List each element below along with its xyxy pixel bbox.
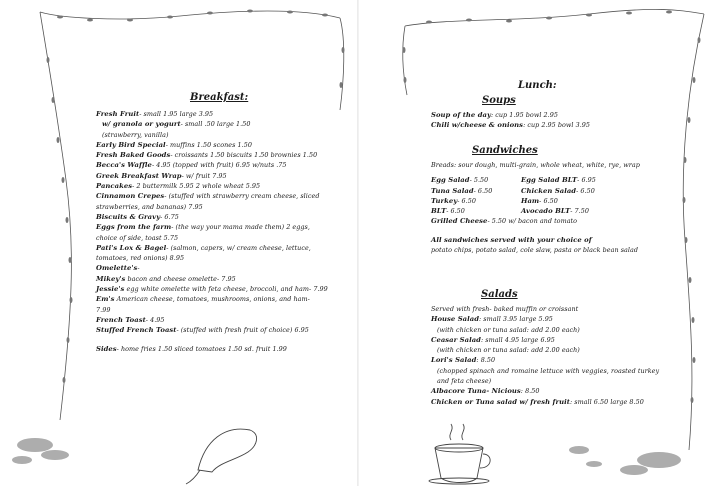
breakfast-item bbox=[96, 263, 346, 273]
breakfast-item-detail: - w/ fruit 7.95 bbox=[181, 171, 227, 180]
sandwich-item-price: - 6.50 bbox=[539, 196, 558, 205]
breakfast-item-detail: 7.99 bbox=[96, 305, 111, 314]
breakfast-item bbox=[96, 336, 346, 344]
salad-item-name: Chicken or Tuna salad w/ fresh fruit bbox=[431, 397, 570, 406]
breakfast-item-name: Eggs from the farm bbox=[96, 223, 172, 232]
breakfast-item bbox=[96, 130, 346, 140]
breakfast-item bbox=[96, 171, 346, 181]
sandwich-item-price: - 7.50 bbox=[570, 207, 589, 216]
breakfast-item-detail: - muffins 1.50 scones 1.50 bbox=[165, 140, 252, 149]
salad-item-detail: : small 3.95 large 5.95 bbox=[479, 315, 553, 324]
salad-item-name: House Salad bbox=[431, 315, 480, 324]
breakfast-item-name: Fresh Fruit bbox=[96, 110, 140, 118]
sandwich-item-name: BLT bbox=[431, 207, 447, 216]
sandwich-item bbox=[521, 206, 641, 216]
salad-item-detail: (with chicken or tuna salad: add 2.00 each) bbox=[437, 325, 580, 334]
lunch-title: Lunch: bbox=[518, 80, 557, 91]
sandwich-item-price: - 6.50 bbox=[457, 196, 476, 205]
breakfast-item bbox=[96, 243, 346, 253]
salad-item bbox=[431, 386, 709, 396]
salad-item-detail: : small 6.50 large 8.50 bbox=[569, 397, 644, 406]
breakfast-item-name: Biscuits & Gravy bbox=[96, 212, 161, 221]
sandwich-item-name: Ham bbox=[521, 196, 540, 205]
soup-item bbox=[431, 120, 701, 130]
sandwich-note-1: All sandwiches served with your choice of bbox=[431, 235, 592, 244]
breakfast-item-detail: tomatoes, red onions) 8.95 bbox=[96, 254, 185, 263]
salad-item bbox=[431, 314, 709, 324]
breakfast-item bbox=[96, 119, 346, 129]
sandwich-item-price: - 5.50 bbox=[469, 176, 489, 185]
salad-item bbox=[431, 325, 709, 335]
sandwich-item bbox=[431, 206, 521, 216]
breakfast-item bbox=[96, 284, 346, 294]
breakfast-item bbox=[96, 160, 346, 170]
breakfast-item-name: Fresh Baked Goods bbox=[96, 151, 171, 160]
breakfast-item bbox=[96, 305, 346, 315]
breakfast-item-detail: - 6.75 bbox=[160, 212, 179, 221]
sandwich-item-name: Tuna Salad bbox=[431, 186, 474, 195]
soup-item-detail: : cup 1.95 bowl 2.95 bbox=[490, 111, 558, 119]
breakfast-item bbox=[96, 109, 346, 119]
sandwich-grid bbox=[431, 175, 701, 216]
breakfast-item-detail: - small .50 large 1.50 bbox=[180, 120, 251, 129]
breakfast-item-detail: - 4.95 bbox=[145, 315, 165, 324]
breakfast-item-name: w/ granola or yogurt bbox=[102, 120, 181, 129]
salad-item bbox=[431, 376, 709, 386]
breakfast-item-name: Em's bbox=[96, 295, 115, 304]
sandwich-item bbox=[431, 196, 521, 206]
salad-item bbox=[431, 335, 709, 345]
sandwich-item-price: - 6.50 bbox=[473, 186, 493, 195]
breakfast-item-detail: strawberries, and bananas) 7.95 bbox=[96, 202, 203, 211]
salad-item-detail: (with chicken or tuna salad: add 2.00 each) bbox=[437, 346, 580, 355]
grilled-cheese-line: Grilled Cheese- 5.50 w/ bacon and tomato bbox=[431, 217, 578, 226]
sandwich-item bbox=[521, 175, 641, 185]
sandwich-item bbox=[521, 186, 641, 196]
salad-item-detail: and feta cheese) bbox=[437, 377, 492, 386]
breakfast-item bbox=[96, 212, 346, 222]
breakfast-item bbox=[96, 233, 346, 243]
salad-item bbox=[431, 397, 709, 407]
salad-item-detail: : small 4.95 large 6.95 bbox=[480, 335, 555, 344]
sandwich-item-name: Turkey bbox=[431, 196, 458, 205]
breakfast-item bbox=[96, 222, 346, 232]
breakfast-item-detail: - small 1.95 large 3.95 bbox=[139, 110, 214, 118]
breakfast-item bbox=[96, 202, 346, 212]
sandwich-item-price: - 6.50 bbox=[446, 207, 465, 216]
salad-item-detail: : 8.50 bbox=[520, 387, 540, 396]
sandwich-note-2: potato chips, potato salad, cole slaw, pasta or black bean salad bbox=[431, 246, 639, 255]
salad-item-detail: : 8.50 bbox=[476, 356, 496, 365]
salad-item bbox=[431, 366, 709, 376]
breakfast-item-name: Mikey's bbox=[96, 274, 126, 283]
breakfast-item-name: Omelette's bbox=[96, 264, 138, 273]
salad-item bbox=[431, 355, 709, 365]
sandwich-item-name: Avocado BLT bbox=[521, 207, 571, 216]
soups-list bbox=[431, 110, 701, 131]
breakfast-item bbox=[96, 294, 346, 304]
breakfast-item-detail: - 4.95 (topped with fruit) 6.95 w/nuts .75 bbox=[151, 161, 287, 170]
breakfast-item-detail: egg white omelette with feta cheese, broccoli, and ham- 7.99 bbox=[124, 285, 328, 294]
sandwich-item bbox=[431, 175, 521, 185]
breakfast-item bbox=[96, 274, 346, 284]
salad-item-name: Albacore Tuna- Nicious bbox=[431, 387, 521, 396]
soup-item bbox=[431, 110, 701, 120]
breakfast-item-name: Pancakes bbox=[96, 182, 133, 191]
breakfast-item bbox=[96, 181, 346, 191]
salad-item-name: Ceasar Salad bbox=[431, 335, 481, 344]
breakfast-item-name: Pati's Lox & Bagel bbox=[96, 243, 167, 252]
breakfast-item-detail: bacon and cheese omelette- 7.95 bbox=[125, 274, 236, 283]
breakfast-item bbox=[96, 191, 346, 201]
breakfast-item-detail: choice of side, toast 5.75 bbox=[96, 233, 179, 242]
salads-list bbox=[431, 314, 709, 407]
breakfast-item bbox=[96, 150, 346, 160]
breakfast-item-name: Jessie's bbox=[96, 285, 125, 294]
sandwich-item-price: - 6.95 bbox=[577, 176, 596, 185]
breakfast-item-detail: - (the way your mama made them) 2 eggs, bbox=[171, 223, 310, 232]
breakfast-item bbox=[96, 253, 346, 263]
salads-section bbox=[431, 304, 709, 407]
breakfast-item-name: Greek Breakfast Wrap bbox=[96, 171, 182, 180]
breakfast-item-detail: - (stuffed with strawberry cream cheese, sliced bbox=[164, 192, 320, 201]
soup-item-detail: : cup 2.95 bowl 3.95 bbox=[523, 121, 591, 130]
breakfast-item-name: Early Bird Special bbox=[96, 140, 166, 149]
sandwich-item bbox=[431, 186, 521, 196]
salad-item bbox=[431, 345, 709, 355]
salad-item-name: Lori's Salad bbox=[431, 356, 477, 365]
sandwich-item-name: Chicken Salad bbox=[521, 186, 577, 195]
sandwiches-title: Sandwiches bbox=[472, 145, 538, 156]
right-page bbox=[359, 0, 717, 486]
sandwich-item-name: Egg Salad bbox=[431, 176, 470, 185]
breakfast-item-detail: (strawberry, vanilla) bbox=[102, 130, 169, 139]
breakfast-title: Breakfast: bbox=[190, 92, 249, 103]
breakfast-item-detail: American cheese, tomatoes, mushrooms, onions, and ham- bbox=[114, 295, 310, 304]
left-page bbox=[0, 0, 358, 486]
breakfast-item-name: Sides bbox=[96, 344, 117, 353]
breakfast-item bbox=[96, 325, 346, 335]
salad-item-detail: (chopped spinach and romaine lettuce with veggies, roasted turkey bbox=[437, 366, 660, 375]
breakfast-item-detail: - 2 buttermilk 5.95 2 whole wheat 5.95 bbox=[132, 182, 261, 191]
breakfast-item-name: Cinnamon Crepes bbox=[96, 192, 165, 201]
breakfast-item bbox=[96, 344, 346, 354]
soup-item-name: Soup of the day bbox=[431, 111, 491, 119]
salads-title: Salads bbox=[481, 289, 518, 300]
breakfast-item bbox=[96, 315, 346, 325]
breakfast-item-detail: - bbox=[137, 264, 140, 273]
sandwiches-section bbox=[431, 160, 701, 255]
breakfast-item-name: Becca's Waffle bbox=[96, 161, 152, 170]
breakfast-list bbox=[96, 109, 346, 354]
breakfast-item-name: Stuffed French Toast bbox=[96, 326, 177, 335]
soup-item-name: Chili w/cheese & onions bbox=[431, 121, 524, 130]
sandwich-item-price: - 6.50 bbox=[576, 186, 595, 195]
breakfast-item bbox=[96, 140, 346, 150]
breakfast-item-name: French Toast bbox=[96, 315, 146, 324]
sandwich-item-name: Egg Salad BLT bbox=[521, 176, 578, 185]
breads-line: Breads: sour dough, multi-grain, whole wheat, white, rye, wrap bbox=[431, 161, 640, 169]
breakfast-item-detail: - (stuffed with fresh fruit of choice) 6.95 bbox=[176, 326, 309, 335]
sandwich-item bbox=[521, 196, 641, 206]
breakfast-item-detail: - croissants 1.50 biscuits 1.50 brownies 1.50 bbox=[170, 151, 318, 160]
soups-title: Soups bbox=[482, 95, 516, 106]
breakfast-item-detail: - (salmon, capers, w/ cream cheese, lettuce, bbox=[166, 243, 311, 252]
breakfast-item-detail: - home fries 1.50 sliced tomatoes 1.50 sd. fruit 1.99 bbox=[116, 344, 287, 353]
salads-served-line: Served with fresh- baked muffin or croissant bbox=[431, 305, 579, 313]
